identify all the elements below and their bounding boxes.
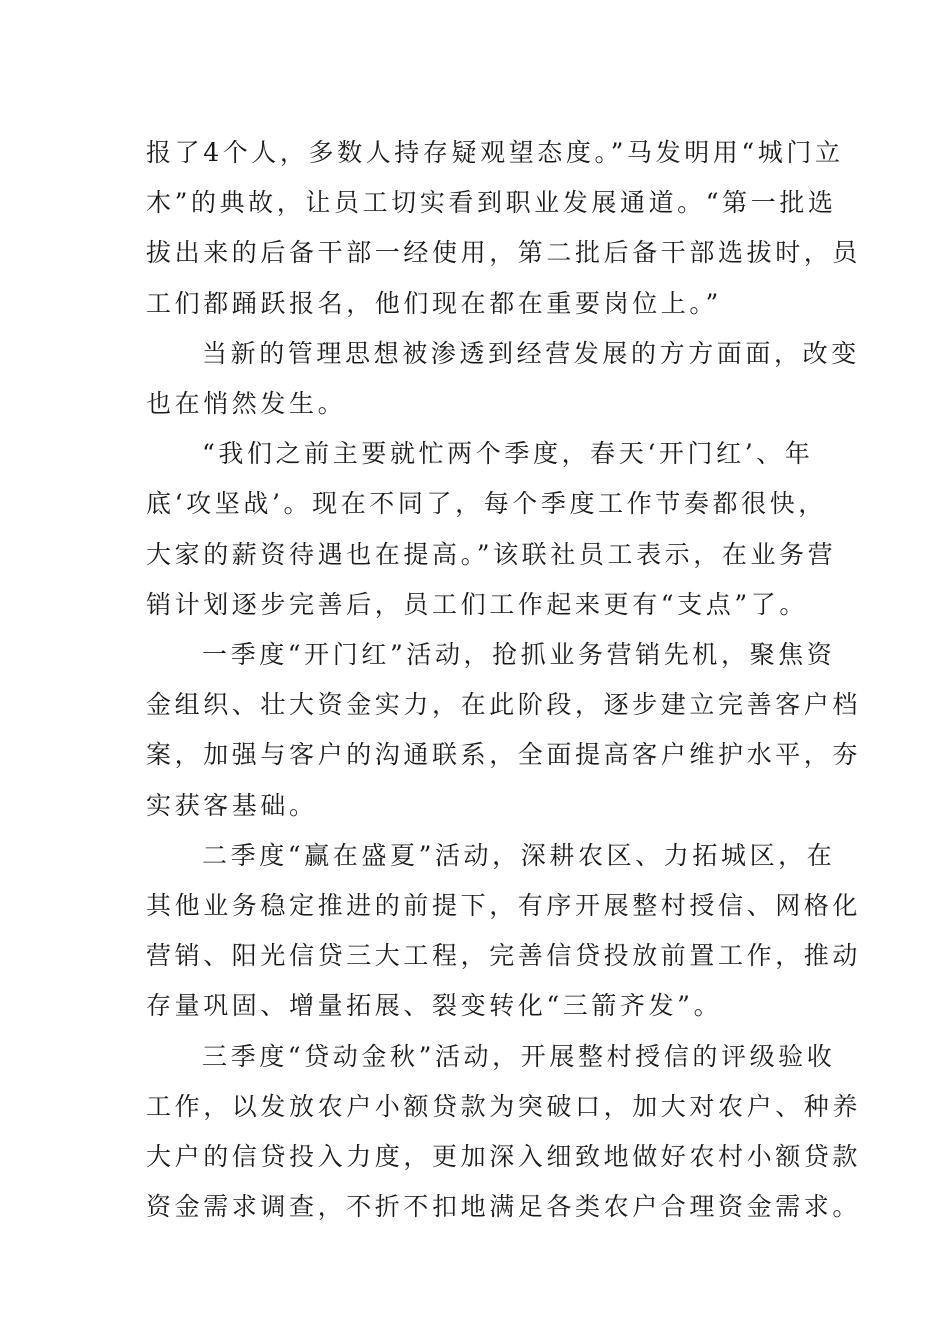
document-body [146,128,862,1232]
text-line: 实获客基础。 [146,790,318,820]
text-line: 存量巩固、增量拓展、裂变转化“三箭齐发”。 [146,991,723,1021]
text-line: 底‘攻坚战’。现在不同了，每个季度工作节奏都很快， [146,489,827,519]
text-line: 二季度“赢在盛夏”活动，深耕农区、力拓城区，在 [202,840,836,870]
text-line: 大户的信贷投入力度，更加深入细致地做好农村小额贷款 [146,1142,862,1172]
text-line: 工们都踊跃报名，他们现在都在重要岗位上。” [146,288,722,318]
text-line: 当新的管理思想被渗透到经营发展的方方面面，改变 [202,338,860,368]
text-line: 报了4个人，多数人持存疑观望态度。”马发明用“城门立 [146,138,844,167]
paragraph-5 [146,831,862,1032]
text-line: 三季度“贷动金秋”活动，开展整村授信的评级验收 [202,1041,836,1071]
text-line: 一季度“开门红”活动，抢抓业务营销先机，聚焦资 [202,640,836,670]
text-line: 销计划逐步完善后，员工们工作起来更有“支点”了。 [146,589,808,619]
paragraph-3 [146,429,837,630]
text-line: 木”的典故，让员工切实看到职业发展通道。“第一批选 [146,188,837,218]
text-line: “我们之前主要就忙两个季度，春天‘开门红’、年 [202,439,814,469]
text-line: 其他业务稳定推进的前提下，有序开展整村授信、网格化 [146,891,862,921]
text-line: 大家的薪资待遇也在提高。”该联社员工表示，在业务营 [146,539,837,569]
text-line: 资金需求调查，不折不扣地满足各类农户合理资金需求。 [146,1192,862,1222]
paragraph-1 [146,128,862,329]
paragraph-6 [146,1032,862,1233]
text-line: 拔出来的后备干部一经使用，第二批后备干部选拔时，员 [146,238,862,268]
paragraph-4 [146,630,862,831]
text-line: 工作，以发放农户小额贷款为突破口，加大对农户、种养 [146,1091,862,1121]
text-line: 也在悄然发生。 [146,389,347,419]
paragraph-2 [146,329,860,429]
text-line: 金组织、壮大资金实力，在此阶段，逐步建立完善客户档 [146,690,862,720]
text-line: 营销、阳光信贷三大工程，完善信贷投放前置工作，推动 [146,941,862,971]
text-line: 案，加强与客户的沟通联系，全面提高客户维护水平，夯 [146,740,862,770]
